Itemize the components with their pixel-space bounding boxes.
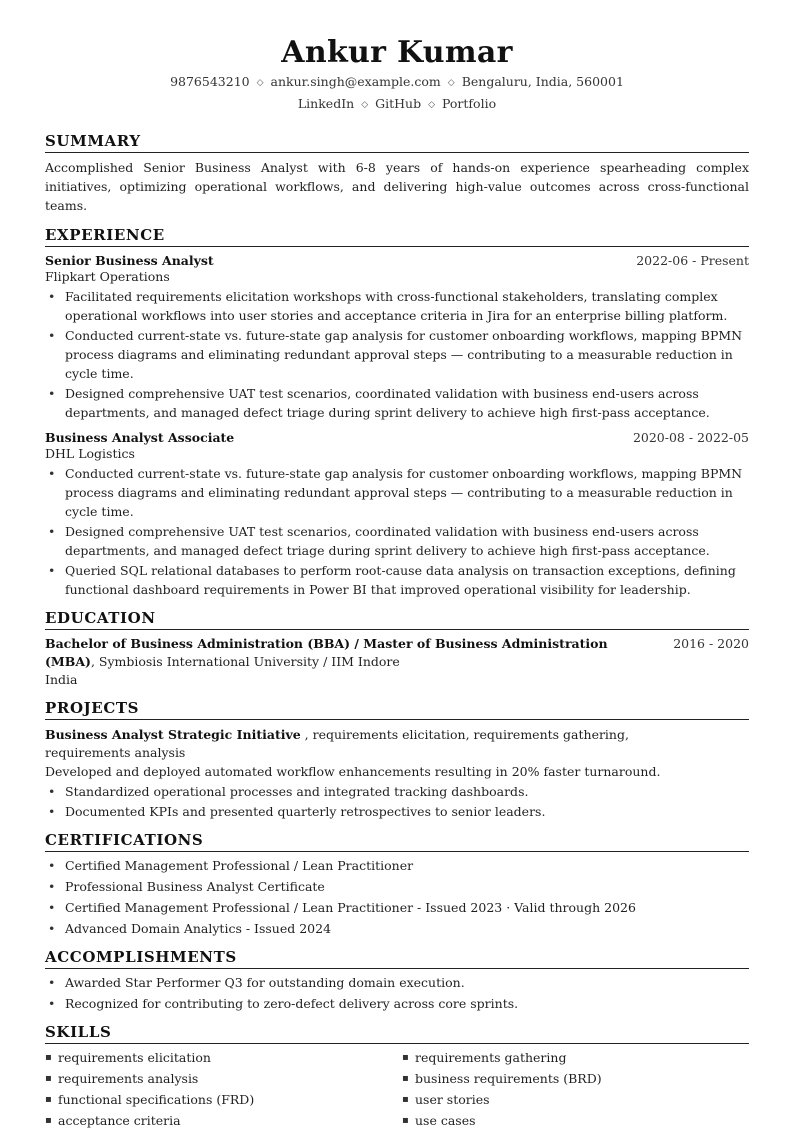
project-tags: , requirements elicitation, requirements gathering, requirements analysis xyxy=(45,727,629,760)
company-name: DHL Logistics xyxy=(45,446,135,461)
accomplishment-item: • Recognized for contributing to zero-defect delivery across core sprints. xyxy=(45,994,749,1014)
certification-item: • Professional Business Analyst Certificate xyxy=(45,877,749,897)
accomplishment-item: • Awarded Star Performer Q3 for outstanding domain execution. xyxy=(45,973,749,993)
section-heading-summary: SUMMARY xyxy=(45,131,749,153)
section-heading-certifications: CERTIFICATIONS xyxy=(45,830,749,852)
certification-item: • Advanced Domain Analytics - Issued 2024 xyxy=(45,919,749,939)
bullet-item: • Designed comprehensive UAT test scenarios, coordinated validation with business end-users across departments, and managed defect triage during sprint delivery to achieve high first-pass acceptance. xyxy=(45,522,749,560)
job-bullets xyxy=(45,464,749,599)
education-location: India xyxy=(45,672,78,687)
skills-grid xyxy=(45,1047,749,1131)
section-heading-education: EDUCATION xyxy=(45,608,749,630)
skill-item: ▪ acceptance criteria xyxy=(45,1110,397,1131)
bullet-item: • Facilitated requirements elicitation workshops with cross-functional stakeholders, translating complex operational workflows into user stories and acceptance criteria in Jira for an enterprise billing platform. xyxy=(45,287,749,325)
education-degree-line xyxy=(45,635,645,671)
job-entry xyxy=(45,253,749,422)
skill-item: ▪ functional specifications (FRD) xyxy=(45,1089,397,1110)
bullet-item: • Standardized operational processes and integrated tracking dashboards. xyxy=(45,782,749,801)
job-entry xyxy=(45,430,749,599)
separator-icon: ◇ xyxy=(361,100,369,110)
section-heading-experience: EXPERIENCE xyxy=(45,225,749,247)
bullet-item: • Conducted current-state vs. future-state gap analysis for customer onboarding workflows, mapping BPMN process diagrams and eliminating redundant approval steps — contributing to a measurable reduction in cycle time. xyxy=(45,464,749,521)
skill-item: ▪ use cases xyxy=(402,1110,749,1131)
skill-item: ▪ business requirements (BRD) xyxy=(402,1068,749,1089)
section-heading-accomplishments: ACCOMPLISHMENTS xyxy=(45,947,749,969)
project-title-line xyxy=(45,726,715,762)
contact-line xyxy=(45,72,749,94)
certifications-list xyxy=(45,856,749,939)
certification-item: • Certified Management Professional / Lean Practitioner xyxy=(45,856,749,876)
project-description: Developed and deployed automated workflow enhancements resulting in 20% faster turnaround. xyxy=(45,764,661,779)
skill-item: ▪ requirements analysis xyxy=(45,1068,397,1089)
bullet-item: • Documented KPIs and presented quarterly retrospectives to senior leaders. xyxy=(45,802,749,821)
job-header xyxy=(45,253,749,268)
separator-icon: ◇ xyxy=(428,100,435,110)
job-title: Business Analyst Associate xyxy=(45,430,235,445)
certification-item: • Certified Management Professional / Lean Practitioner - Issued 2023 · Valid through 2026 xyxy=(45,898,749,918)
summary-section xyxy=(45,131,749,215)
bullet-item: • Designed comprehensive UAT test scenarios, coordinated validation with business end-users across departments, and managed defect triage during sprint delivery to achieve high first-pass acceptance. xyxy=(45,384,749,422)
section-heading-skills: SKILLS xyxy=(45,1022,749,1044)
projects-section xyxy=(45,698,749,821)
skill-item: ▪ user stories xyxy=(402,1089,749,1110)
bullet-item: • Conducted current-state vs. future-state gap analysis for customer onboarding workflows, mapping BPMN process diagrams and eliminating redundant approval steps — contributing to a measurable reduction in cycle time. xyxy=(45,326,749,383)
experience-section xyxy=(45,225,749,599)
degree-name: Bachelor of Business Administration (BBA) / Master of Business Administration (MBA) xyxy=(45,636,608,669)
school-name: , Symbiosis International University / IIM Indore xyxy=(90,654,400,669)
job-dates: 2020-08 - 2022-05 xyxy=(632,430,749,445)
separator-icon: ◇ xyxy=(256,78,264,88)
skill-item: ▪ requirements elicitation xyxy=(45,1047,397,1068)
accomplishments-section xyxy=(45,947,749,1014)
education-entry xyxy=(45,635,749,671)
project-name: Business Analyst Strategic Initiative xyxy=(45,727,301,742)
skill-item: ▪ requirements gathering xyxy=(402,1047,749,1068)
job-bullets xyxy=(45,287,749,422)
summary-text: Accomplished Senior Business Analyst with 6-8 years of hands-on experience spearheading complex initiatives, optimizing operational workflows, and delivering high-value outcomes across cross-functional teams. xyxy=(45,160,749,213)
bullet-item: • Queried SQL relational databases to perform root-cause data analysis on transaction exceptions, defining functional dashboard requirements in Power BI that improved operational visibility for leadership. xyxy=(45,561,749,599)
links-line xyxy=(45,94,749,116)
linkedin-link[interactable]: LinkedIn xyxy=(297,96,355,111)
accomplishments-list xyxy=(45,973,749,1014)
job-dates: 2022-06 - Present xyxy=(636,253,749,268)
github-link[interactable]: GitHub xyxy=(375,96,422,111)
company-name: Flipkart Operations xyxy=(45,269,170,284)
portfolio-link[interactable]: Portfolio xyxy=(442,96,497,111)
education-section xyxy=(45,608,749,689)
location-text: Bengaluru, India, 560001 xyxy=(461,74,624,89)
job-title: Senior Business Analyst xyxy=(45,253,214,268)
skills-section xyxy=(45,1022,749,1131)
section-heading-projects: PROJECTS xyxy=(45,698,749,720)
separator-icon: ◇ xyxy=(447,78,455,88)
project-bullets xyxy=(45,782,749,821)
education-dates: 2016 - 2020 xyxy=(673,636,749,651)
phone-number: 9876543210 xyxy=(170,74,250,89)
candidate-name: Ankur Kumar xyxy=(281,35,513,70)
email-link[interactable]: ankur.singh@example.com xyxy=(270,74,441,89)
job-header xyxy=(45,430,749,445)
certifications-section xyxy=(45,830,749,939)
